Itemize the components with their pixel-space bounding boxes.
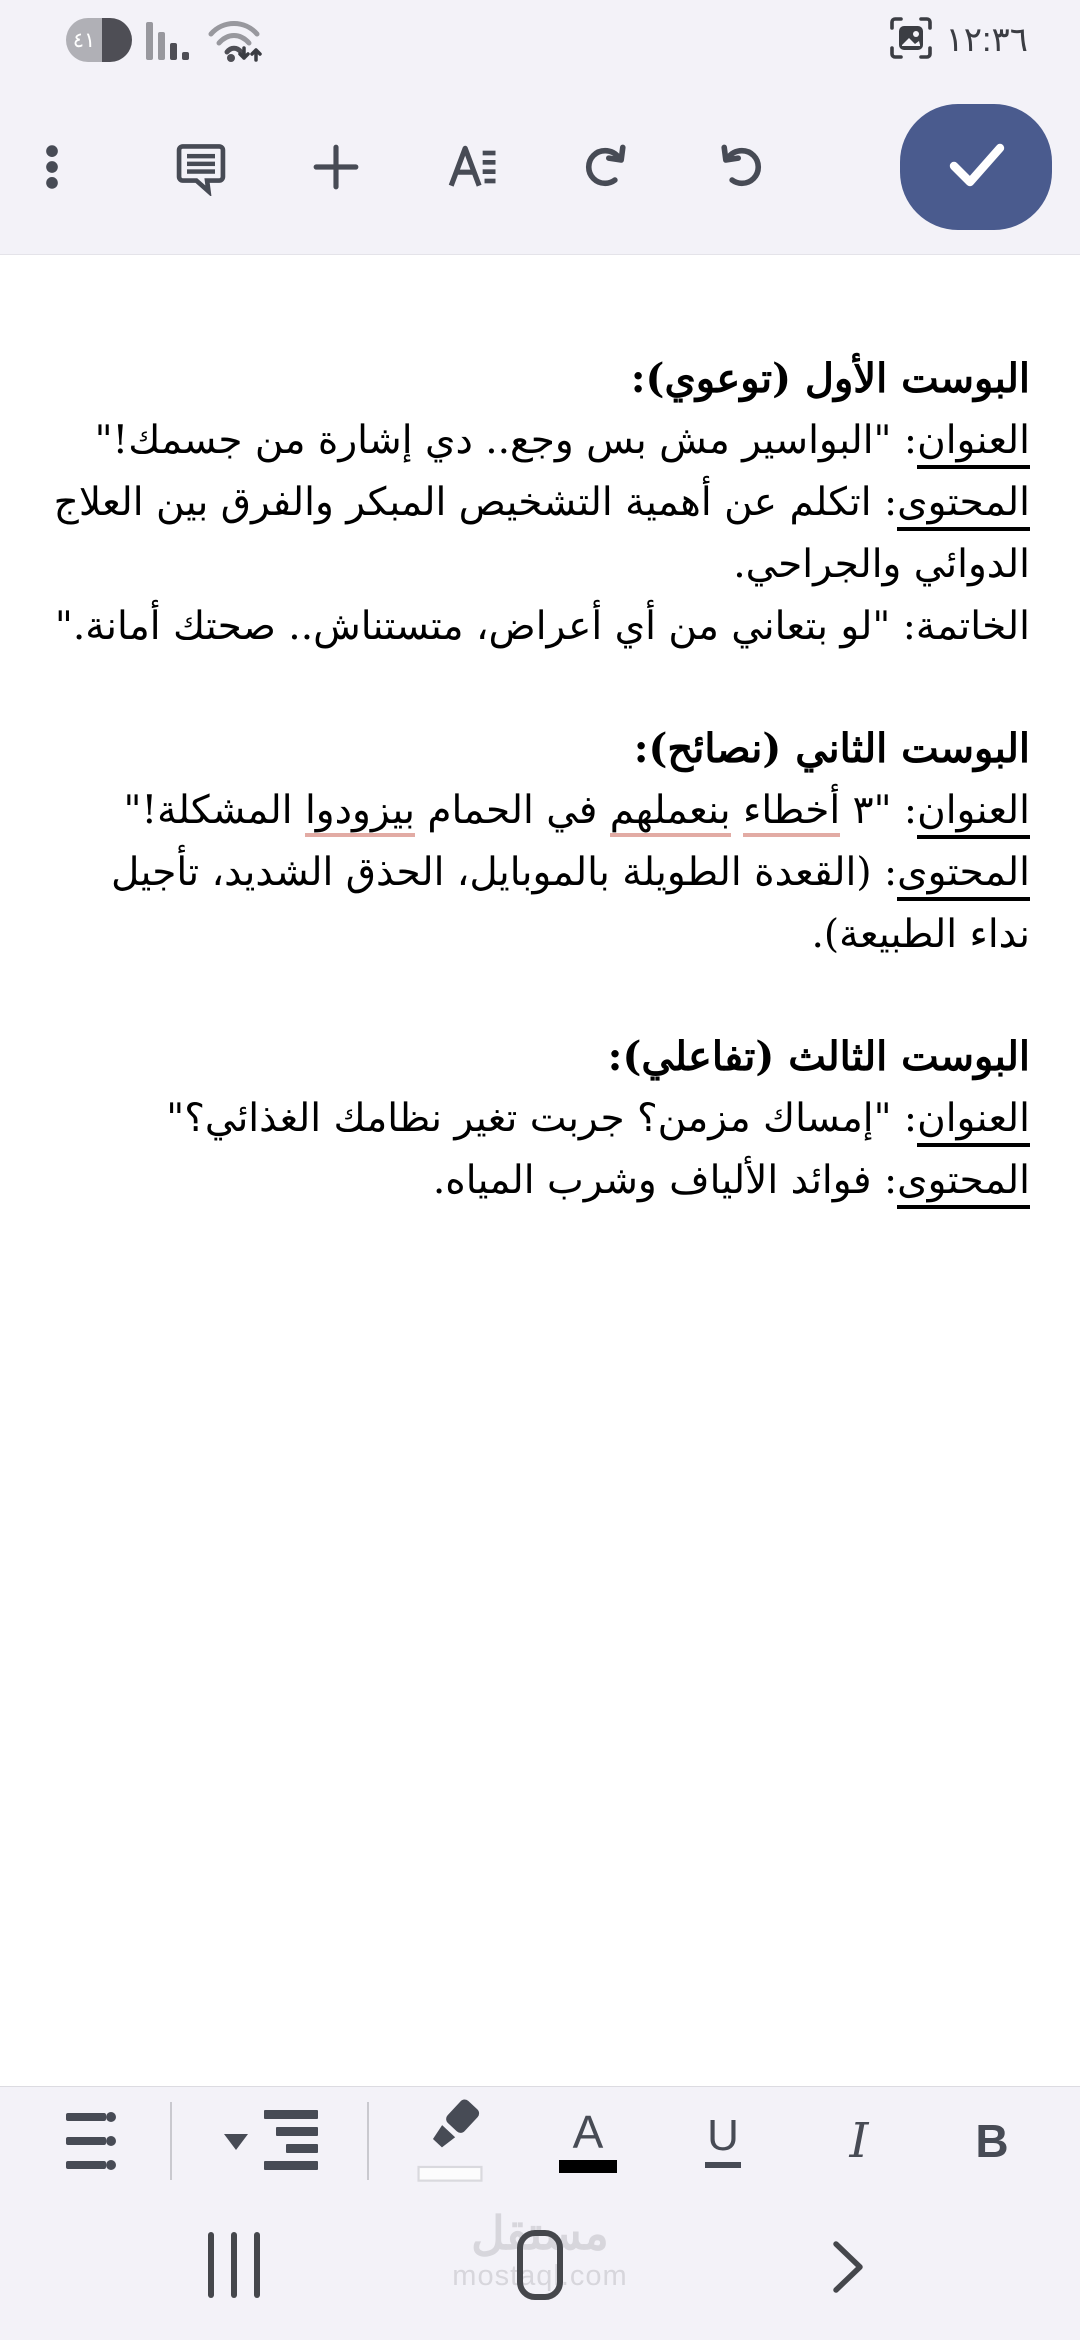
editor-toolbar <box>0 80 1080 254</box>
field-label: العنوان <box>917 418 1030 469</box>
battery-icon <box>66 18 132 62</box>
post-section-3 <box>50 1026 1030 1212</box>
navigation-bar <box>0 2194 1080 2340</box>
field-label: الخاتمة <box>915 604 1030 649</box>
battery-percent: ٤١ <box>66 18 102 62</box>
wifi-icon <box>203 12 265 69</box>
post-section-1 <box>50 348 1030 658</box>
italic-button[interactable]: I <box>849 2112 869 2169</box>
chevron-down-icon <box>224 2134 248 2150</box>
field-text: "إمساك مزمن؟ جربت تغير نظامك الغذائي؟" <box>166 1096 892 1141</box>
check-icon <box>938 134 1014 201</box>
status-bar <box>0 0 1080 80</box>
doc-paragraph[interactable]: العنوان: "إمساك مزمن؟ جربت تغير نظامك الغذائي؟" <box>50 1088 1030 1150</box>
signal-bars-icon <box>146 20 189 60</box>
indent-button[interactable] <box>224 2110 318 2172</box>
format-toolbar <box>0 2086 1080 2194</box>
underline-button[interactable]: U <box>699 2114 747 2168</box>
toolbar-divider <box>170 2102 172 2180</box>
document-canvas[interactable] <box>0 256 1080 2086</box>
section-title[interactable]: البوست الثاني (نصائح): <box>633 725 1030 772</box>
top-block <box>0 0 1080 255</box>
doc-paragraph[interactable]: المحتوى: اتكلم عن أهمية التشخيص المبكر والفرق بين العلاج الدوائي والجراحي. <box>53 480 1030 587</box>
comment-button[interactable] <box>173 139 229 195</box>
misspelled-word: بيزودوا <box>305 788 415 837</box>
doc-paragraph[interactable]: العنوان: "٣ أخطاء بنعملهم في الحمام بيزودوا المشكلة!" <box>50 780 1030 842</box>
toolbar-divider <box>367 2102 369 2180</box>
status-icons-right <box>888 0 1029 80</box>
field-text: فوائد الألياف وشرب المياه. <box>432 1158 872 1203</box>
misspelled-word: أخطاء <box>743 788 840 837</box>
field-label: العنوان <box>917 1096 1030 1147</box>
status-icons-left <box>66 0 265 80</box>
back-button[interactable] <box>828 2236 868 2303</box>
screen-capture-icon <box>888 15 934 66</box>
watermark-domain: mostaql.com <box>452 2260 628 2292</box>
undo-button[interactable] <box>713 139 769 195</box>
field-label: المحتوى <box>897 1158 1030 1209</box>
section-title[interactable]: البوست الثالث (تفاعلي): <box>607 1033 1030 1080</box>
done-button[interactable] <box>900 104 1052 230</box>
home-button[interactable] <box>517 2230 563 2300</box>
field-label: العنوان <box>917 788 1030 839</box>
field-text: "البواسير مش بس وجع.. دي إشارة من جسمك!" <box>94 418 892 463</box>
field-label: المحتوى <box>897 480 1030 531</box>
field-text: "لو بتعاني من أي أعراض، متستناش.. صحتك أمانة." <box>54 604 891 649</box>
text-format-button[interactable] <box>443 139 499 195</box>
current-color-swatch <box>559 2160 617 2173</box>
doc-paragraph[interactable]: العنوان: "البواسير مش بس وجع.. دي إشارة من جسمك!" <box>50 410 1030 472</box>
bold-button[interactable]: B <box>975 2114 1009 2167</box>
doc-paragraph[interactable]: الخاتمة: "لو بتعاني من أي أعراض، متستناش.. صحتك أمانة." <box>54 604 1030 649</box>
post-section-2 <box>50 718 1030 966</box>
watermark-arabic: مستقل <box>471 2207 609 2259</box>
overflow-menu-button[interactable] <box>38 139 94 195</box>
insert-button[interactable] <box>308 139 364 195</box>
recents-button[interactable] <box>208 2232 260 2298</box>
field-label: المحتوى <box>897 850 1030 901</box>
highlight-color-button[interactable] <box>409 2098 491 2184</box>
clock-time: ١٢:٣٦ <box>945 21 1028 59</box>
field-text: (القعدة الطويلة بالموبايل، الحذق الشديد، تأجيل نداء الطبيعة). <box>110 850 1030 957</box>
doc-paragraph[interactable]: المحتوى: (القعدة الطويلة بالموبايل، الحذق الشديد، تأجيل نداء الطبيعة). <box>110 850 1030 957</box>
misspelled-word: بنعملهم <box>610 788 731 837</box>
field-text: اتكلم عن أهمية التشخيص المبكر والفرق بين العلاج الدوائي والجراحي. <box>53 480 1030 587</box>
doc-paragraph[interactable]: المحتوى: فوائد الألياف وشرب المياه. <box>50 1150 1030 1212</box>
section-title[interactable]: البوست الأول (توعوي): <box>630 355 1030 402</box>
text-color-button[interactable]: A <box>555 2109 621 2173</box>
redo-button[interactable] <box>578 139 634 195</box>
bulleted-list-button[interactable] <box>62 2112 120 2170</box>
